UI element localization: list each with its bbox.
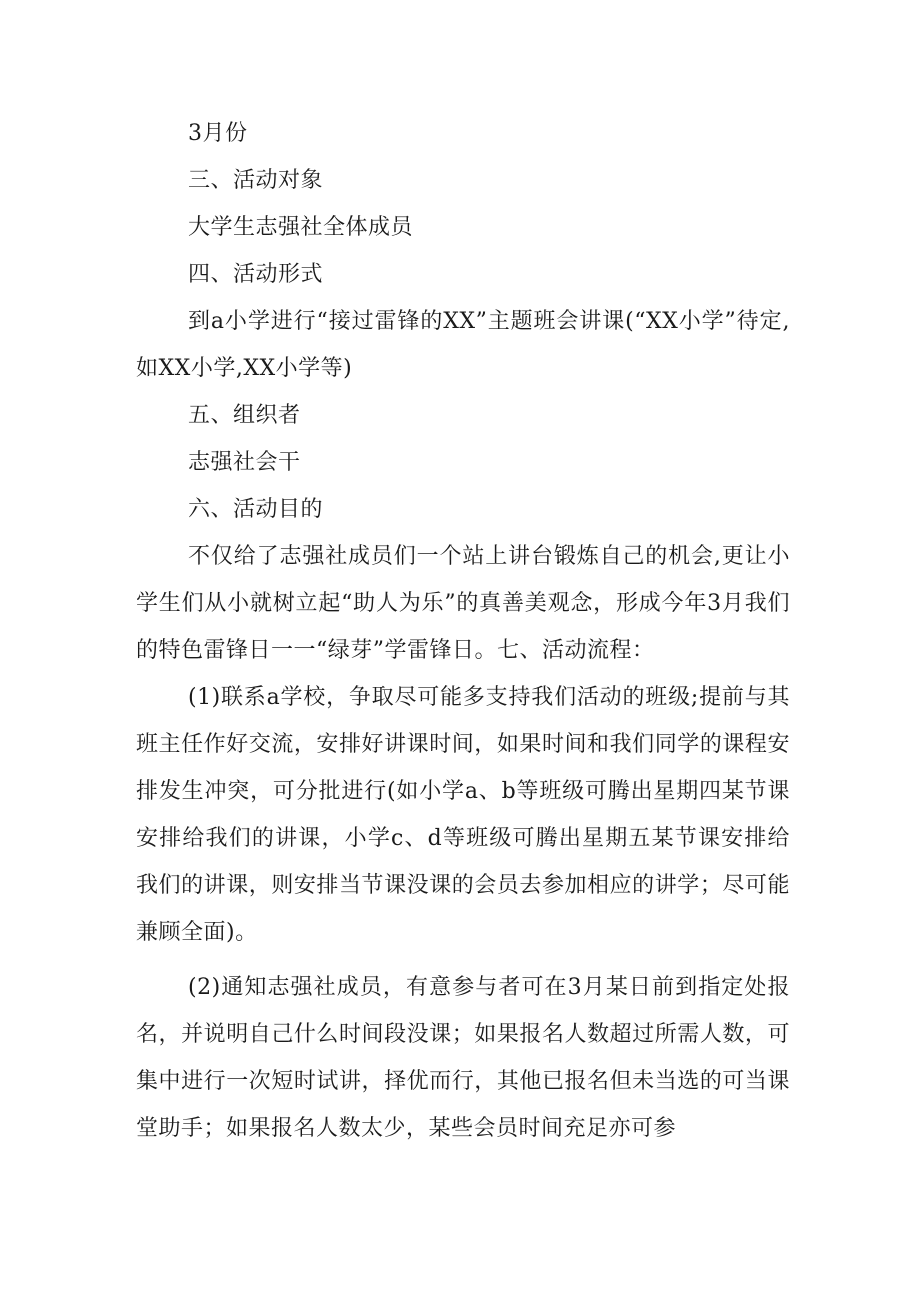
paragraph-step-2: (2)通知志强社成员，有意参与者可在3月某日前到指定处报名，并说明自己什么时间段没课；如果报名人数超过所需人数，可集中进行一次短时试讲，择优而行，其他已报名但未当选的可当课堂助手；如果报名人数太少，某些会员时间充足亦可参 xyxy=(136,975,790,1141)
heading-organizer: 五、组织者 xyxy=(188,403,301,428)
paragraph-step-1: (1)联系a学校，争取尽可能多支持我们活动的班级;提前与其班主任作好交流，安排好讲课时间，如果时间和我们同学的课程安排发生冲突，可分批进行(如小学a、b等班级可腾出星期四某节课安排给我们的讲课，小学c、d等班级可腾出星期五某节课安排给我们的讲课，则安排当节课没课的会员去参加相应的讲学；尽可能兼顾全面)。 xyxy=(136,685,790,945)
paragraph-organizer: 志强社会干 xyxy=(188,450,301,475)
heading-activity-target: 三、活动对象 xyxy=(188,168,324,193)
heading-activity-purpose: 六、活动目的 xyxy=(188,497,324,522)
paragraph-activity-purpose: 不仅给了志强社成员们一个站上讲台锻炼自己的机会,更让小学生们从小就树立起“助人为乐”的真善美观念，形成今年3月我们的特色雷锋日一一“绿芽”学雷锋日。七、活动流程： xyxy=(136,544,790,663)
paragraph-activity-target: 大学生志强社全体成员 xyxy=(188,215,414,240)
document-body xyxy=(136,110,790,1152)
paragraph-date: 3月份 xyxy=(188,121,248,146)
heading-activity-form: 四、活动形式 xyxy=(188,262,324,287)
paragraph-activity-form: 到a小学进行“接过雷锋的XX”主题班会讲课(“XX小学”待定,如XX小学,XX小学等) xyxy=(136,309,790,381)
